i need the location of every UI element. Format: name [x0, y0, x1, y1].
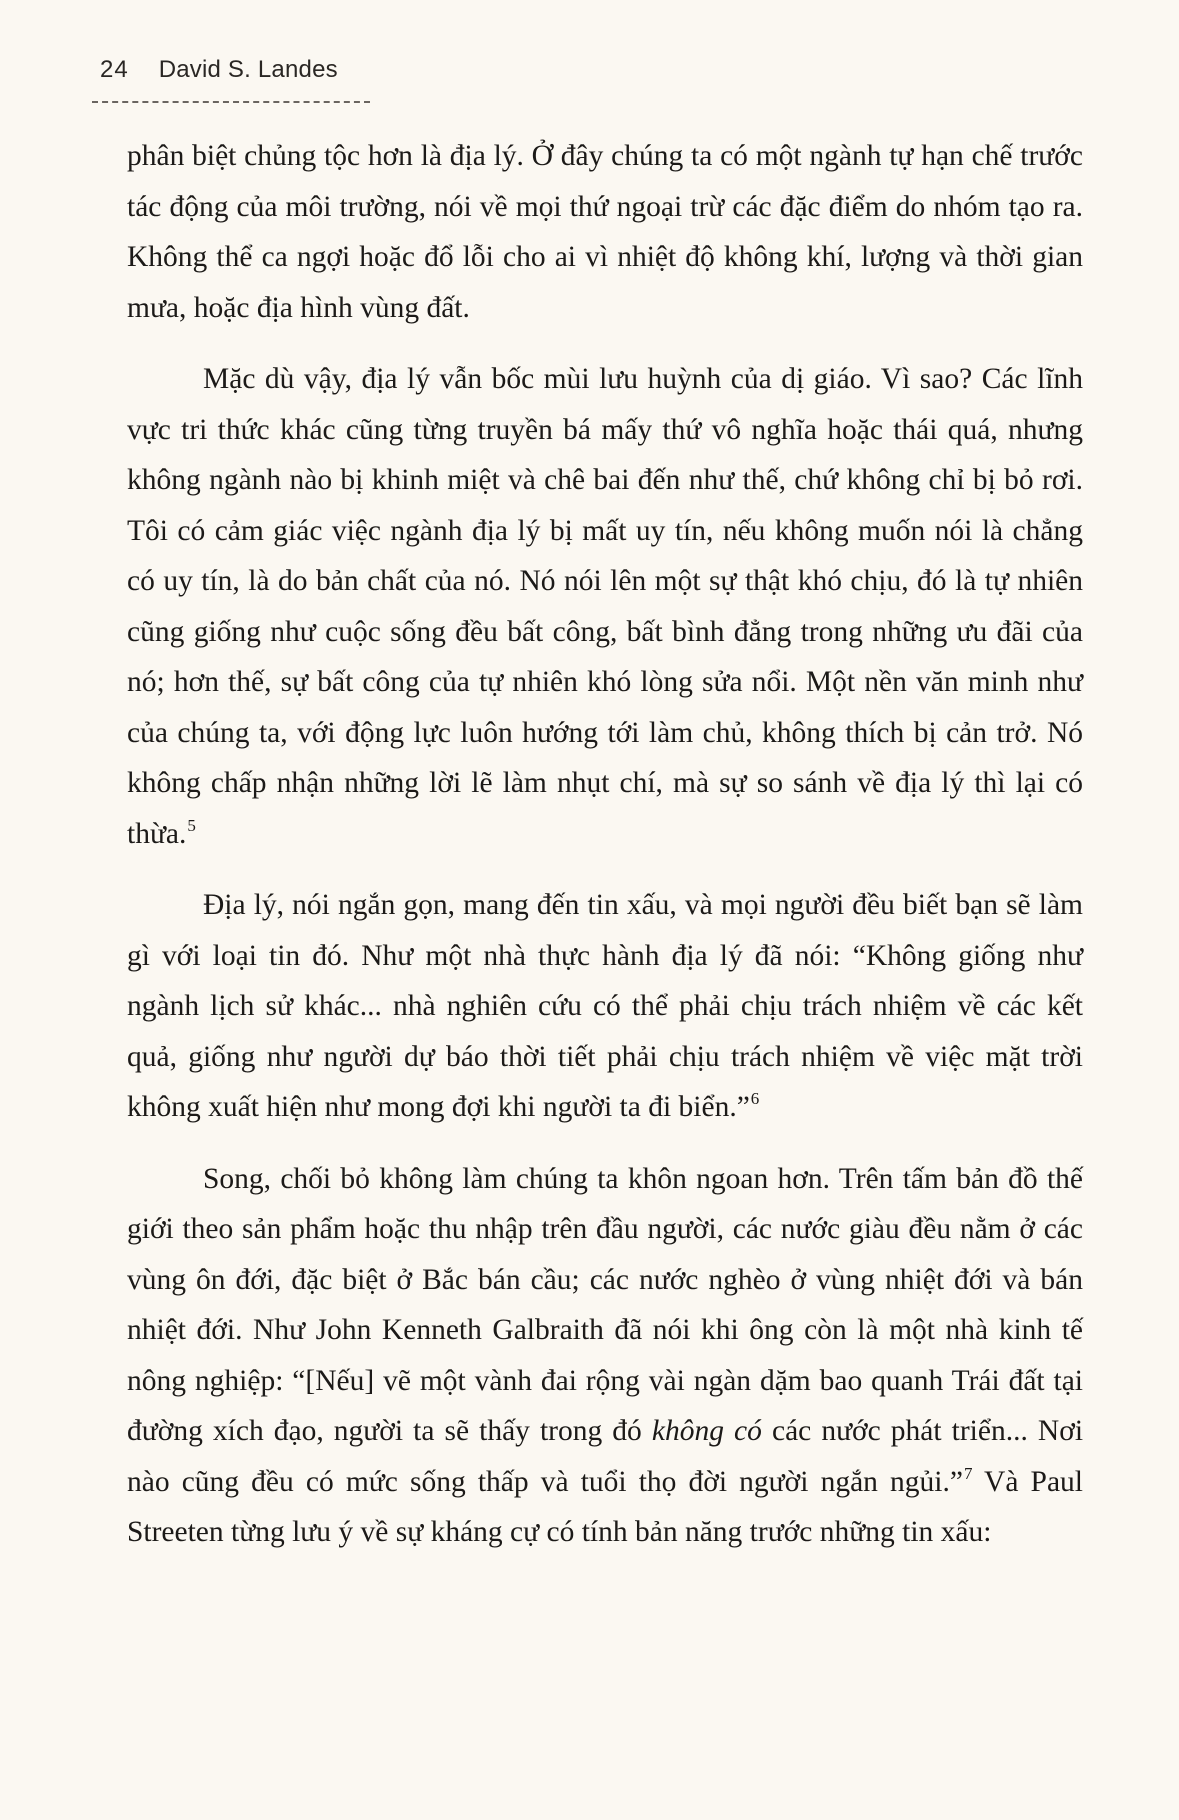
paragraph-1-text: phân biệt chủng tộc hơn là địa lý. Ở đây chúng ta có một ngành tự hạn chế trước tác động của môi trường, nói về mọi thứ ngoại trừ các đặc điểm do nhóm tạo ra. Không thể ca ngợi hoặc đổ lỗi cho ai vì nhiệt độ không khí, lượng và thời gian mưa, hoặc địa hình vùng đất.: [127, 140, 1083, 324]
paragraph-2: [127, 354, 1083, 859]
header-dashed-rule: [92, 101, 370, 103]
paragraph-4-text-c: Và Paul Streeten từng lưu ý về sự kháng cự có tính bản năng trước những tin xấu:: [127, 1465, 1083, 1548]
footnote-marker-6: 6: [750, 1089, 760, 1108]
running-head: [100, 56, 338, 84]
paragraph-4-emphasis: không có: [651, 1415, 762, 1447]
paragraph-1: [127, 131, 1083, 333]
paragraph-4-text-b: các nước phát triển... Nơi nào cũng đều có mức sống thấp và tuổi thọ đời người ngắn ngủi.”: [127, 1415, 1084, 1498]
paragraph-4: [127, 1154, 1083, 1558]
author-name: David S. Landes: [158, 56, 338, 83]
paragraph-4-text-a: Song, chối bỏ không làm chúng ta khôn ngoan hơn. Trên tấm bản đồ thế giới theo sản phẩm hoặc thu nhập trên đầu người, các nước giàu đều nằm ở các vùng ôn đới, đặc biệt ở Bắc bán cầu; các nước nghèo ở vùng nhiệt đới và bán nhiệt đới. Như John Kenneth Galbraith đã nói khi ông còn là một nhà kinh tế nông nghiệp: “[Nếu] vẽ một vành đai rộng vài ngàn dặm bao quanh Trái đất tại đường xích đạo, người ta sẽ thấy trong đó: [127, 1162, 1083, 1447]
page-number: 24: [100, 56, 129, 83]
footnote-marker-7: 7: [963, 1463, 973, 1483]
footnote-marker-5: 5: [187, 815, 196, 835]
paragraph-3: [127, 880, 1083, 1133]
paragraph-3-text: Địa lý, nói ngắn gọn, mang đến tin xấu, và mọi người đều biết bạn sẽ làm gì với loại tin đó. Như một nhà thực hành địa lý đã nói: “Không giống như ngành lịch sử khác... nhà nghiên cứu có thể phải chịu trách nhiệm về các kết quả, giống như người dự báo thời tiết phải chịu trách nhiệm về việc mặt trời không xuất hiện như mong đợi khi người ta đi biển.”: [127, 889, 1083, 1123]
body-text: [127, 131, 1083, 1558]
paragraph-2-text: Mặc dù vậy, địa lý vẫn bốc mùi lưu huỳnh của dị giáo. Vì sao? Các lĩnh vực tri thức khác cũng từng truyền bá mấy thứ vô nghĩa hoặc thái quá, nhưng không ngành nào bị khinh miệt và chê bai đến như thế, chứ không chỉ bị bỏ rơi. Tôi có cảm giác việc ngành địa lý bị mất uy tín, nếu không muốn nói là chẳng có uy tín, là do bản chất của nó. Nó nói lên một sự thật khó chịu, đó là tự nhiên cũng giống như cuộc sống đều bất công, bất bình đẳng trong những ưu đãi của nó; hơn thế, sự bất công của tự nhiên khó lòng sửa nổi. Một nền văn minh như của chúng ta, với động lực luôn hướng tới làm chủ, không thích bị cản trở. Nó không chấp nhận những lời lẽ làm nhụt chí, mà sự so sánh về địa lý thì lại có thừa.: [127, 363, 1083, 850]
